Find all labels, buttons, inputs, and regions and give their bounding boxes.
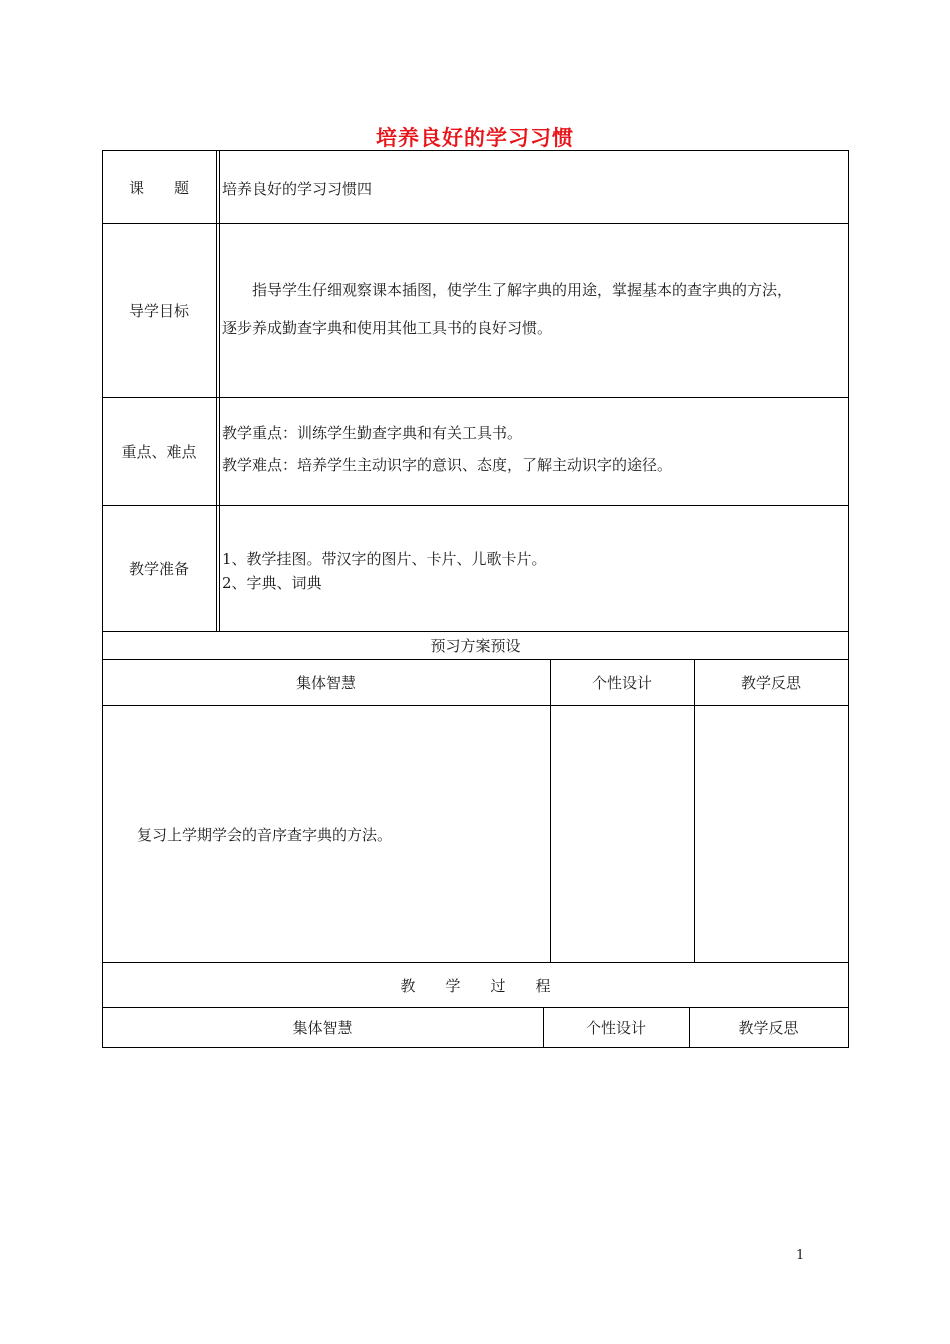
document-title: 培养良好的学习习惯 (376, 125, 574, 150)
focus-key-point: 教学重点：训练学生勤查字典和有关工具书。 (222, 424, 523, 442)
page-number: 1 (796, 1248, 805, 1263)
goals-label: 导学目标 (128, 302, 189, 320)
process-col-individual: 个性设计 (585, 1019, 646, 1037)
process-col-reflection: 教学反思 (738, 1019, 799, 1037)
preview-header: 预习方案预设 (430, 637, 521, 655)
prep-item-2: 2、字典、词典 (222, 574, 322, 592)
goals-text-line2: 逐步养成勤查字典和使用其他工具书的良好习惯。 (222, 319, 553, 337)
process-header: 教 学 过 程 (400, 976, 551, 995)
preview-content: 复习上学期学会的音序查字典的方法。 (137, 826, 393, 844)
goals-text-line1: 指导学生仔细观察课本插图，使学生了解字典的用途，掌握基本的查字典的方法， (252, 281, 793, 299)
focus-label: 重点、难点 (121, 443, 197, 461)
focus-difficulty: 教学难点：培养学生主动识字的意识、态度，了解主动识字的途径。 (222, 456, 673, 474)
preview-col-collective: 集体智慧 (295, 674, 356, 692)
prep-label: 教学准备 (128, 560, 189, 578)
process-col-collective: 集体智慧 (292, 1019, 353, 1037)
prep-item-1: 1、教学挂图。带汉字的图片、卡片、儿歌卡片。 (222, 550, 547, 568)
preview-col-individual: 个性设计 (591, 674, 652, 692)
preview-col-reflection: 教学反思 (740, 674, 801, 692)
topic-label: 课 题 (128, 178, 189, 197)
topic-value: 培养良好的学习习惯四 (222, 180, 373, 198)
